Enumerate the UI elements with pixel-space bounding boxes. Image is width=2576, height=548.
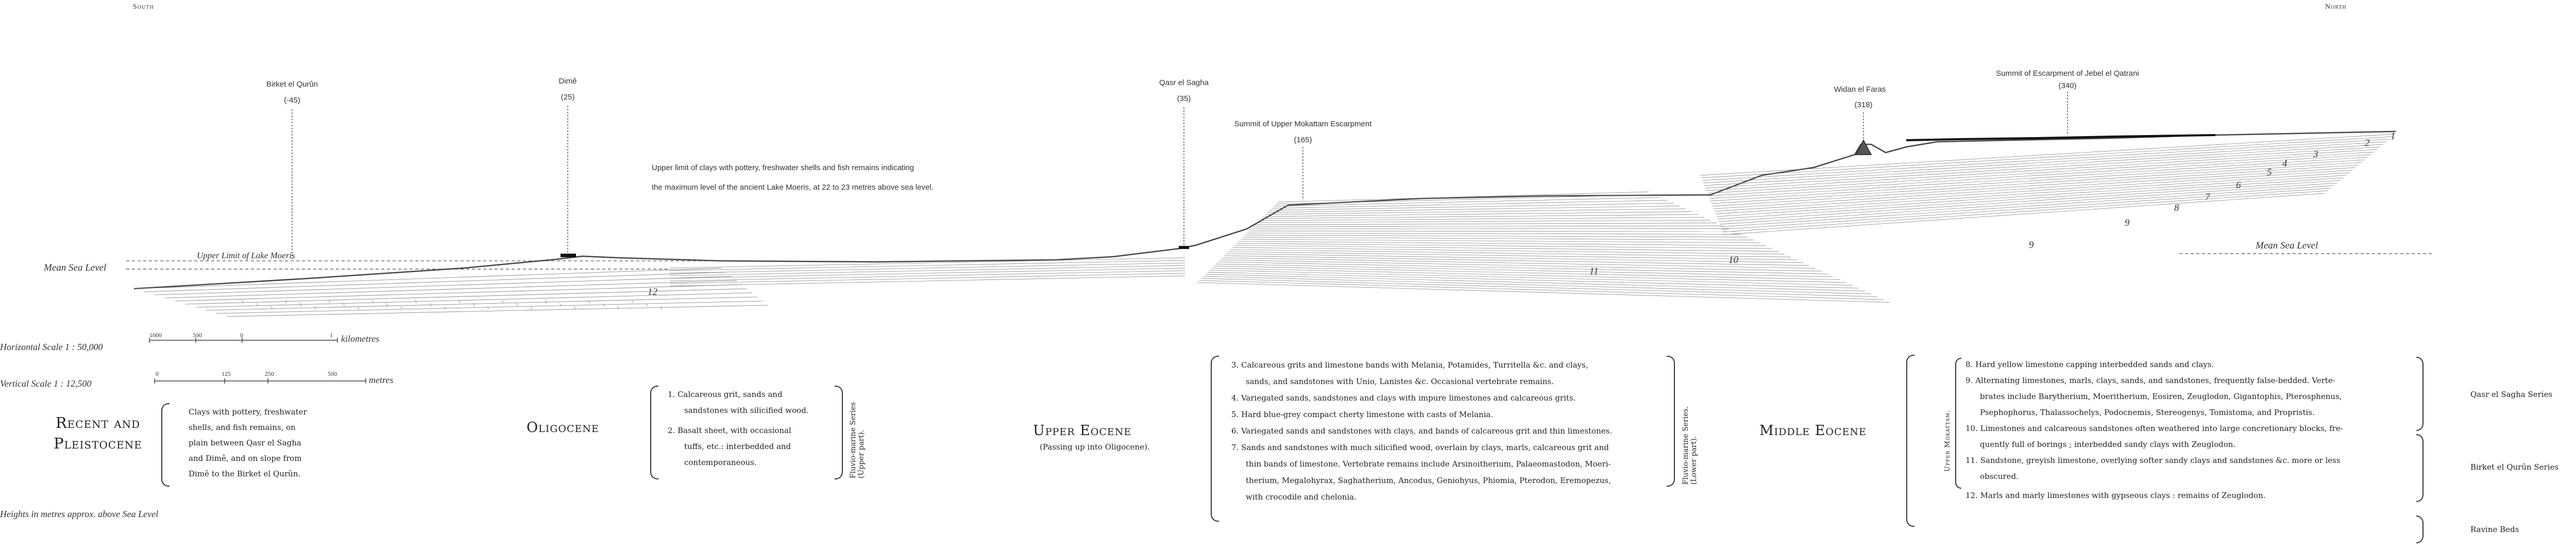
- bedding-line: [1720, 183, 2337, 224]
- legend-oligocene-item-1: [668, 387, 809, 419]
- bedding-line: [1276, 195, 1655, 205]
- bed-number-12: 12: [648, 287, 657, 297]
- legend-middle-eocene-line: 8. Hard yellow limestone capping interbedded sands and clays.: [1965, 360, 2214, 369]
- bedding-line: [216, 301, 762, 313]
- vertical-scale-tick-500: 500: [328, 370, 337, 377]
- locality-widan-el-faras-height: (318): [1854, 101, 1873, 109]
- locality-dime-height: (25): [561, 93, 575, 102]
- legend-upper-eocene-text: [1231, 357, 1612, 505]
- bedding-line: [473, 303, 474, 306]
- legend-upper-eocene-line: with crocodile and chelonia.: [1246, 492, 1357, 502]
- bedding-line: [1722, 188, 2331, 229]
- bedding-line: [516, 303, 518, 306]
- bed-number-9a: 9: [2125, 218, 2130, 228]
- horizontal-scale-label: Horizontal Scale 1 : 50,000: [0, 342, 103, 352]
- legend-series-birket-el-qurun: Birket el Qurûn Series: [2470, 462, 2559, 472]
- bedding-line: [1253, 226, 1723, 227]
- bedding-line: [1201, 278, 1877, 297]
- legend-recent-title-line1: Recent and: [55, 414, 141, 431]
- locality-dime: Dimê: [558, 77, 577, 86]
- legend-upper-eocene-brace-right: [1667, 356, 1675, 487]
- bedding-line: [670, 276, 1185, 286]
- bedding-line: [144, 272, 726, 292]
- bedding-line: [1723, 191, 2328, 232]
- legend-upper-mokattam-label: Upper Mokattam.: [1944, 409, 1952, 472]
- bedding-line: [1257, 220, 1710, 223]
- legend-oligocene-series-line2: (Upper part).: [857, 429, 866, 478]
- bedding-line: [670, 273, 1185, 284]
- bedding-line: [487, 306, 489, 309]
- bedding-line: [134, 268, 721, 289]
- legend-middle-eocene-line: 12. Marls and marly limestones with gypseous clays : remains of Zeuglodon.: [1965, 491, 2266, 500]
- bedding-line: [1228, 252, 1797, 260]
- legend-oligocene-line: contemporaneous.: [684, 458, 757, 467]
- legend-oligocene-line: 2. Basalt sheet, with occasional: [668, 426, 791, 435]
- bedding-line: [1274, 197, 1661, 206]
- legend-series-qasr-el-sagha: Qasr el Sagha Series: [2470, 390, 2553, 399]
- bedding-line: [545, 300, 547, 303]
- bedding-line: [1206, 274, 1865, 291]
- legend-upper-eocene-line: 7. Sands and sandstones with much silicified wood, overlain by clays, marls, calcareous grit and: [1231, 443, 1609, 452]
- legend-ravine-beds-brace: [2416, 516, 2424, 543]
- legend-recent-brace: [161, 403, 170, 487]
- bed-number-9b: 9: [2029, 240, 2034, 251]
- legend-recent-line: plain between Qasr el Sagha: [189, 438, 301, 447]
- legend-oligocene-series: [849, 388, 866, 478]
- horizontal-scale-tick-500: 500: [193, 331, 202, 339]
- bedding-line: [1263, 212, 1692, 217]
- bedding-line: [1278, 192, 1649, 202]
- locality-upper-mokattam-summit: Summit of Upper Mokattam Escarpment: [1234, 120, 1372, 128]
- strata-profile: [134, 131, 2396, 317]
- legend-oligocene-brace-right: [835, 386, 843, 479]
- bedding-line: [588, 300, 590, 303]
- bed-number-2: 2: [2365, 138, 2370, 148]
- legend-upper-mokattam-brace: [1955, 358, 1961, 489]
- bed-number-8: 8: [2174, 203, 2179, 213]
- bedding-line: [617, 306, 619, 309]
- legend-middle-eocene-brace-left: [1906, 355, 1914, 527]
- legend-upper-eocene-brace-left: [1211, 356, 1219, 522]
- legend-recent-title-line2: Pleistocene: [54, 435, 142, 452]
- locality-jebel-el-qatrani: Summit of Escarpment of Jebel el Qatrani: [1996, 69, 2139, 78]
- legend-recent-line: Dimê to the Birket el Qurûn.: [189, 469, 301, 478]
- bedding-line: [1719, 180, 2340, 222]
- locality-qasr-el-sagha-height: (35): [1177, 94, 1191, 103]
- legend-middle-eocene-line: obscured.: [1980, 472, 2019, 481]
- legend-upper-eocene-title: Upper Eocene: [1033, 423, 1132, 439]
- bed-number-1: 1: [2391, 131, 2396, 142]
- legend-oligocene-line: 1. Calcareous grit, sands and: [668, 390, 783, 399]
- legend-upper-eocene-series: [1682, 361, 1698, 485]
- legend-upper-eocene-series-line2: (Lower part).: [1690, 436, 1698, 485]
- legend-middle-eocene-line: 10. Limestones and calcareous sandstones often weathered into large concretionary blocks, fre-: [1965, 424, 2343, 433]
- vertical-scale-unit: metres: [369, 375, 394, 385]
- bedding-line: [670, 265, 1185, 276]
- legend-upper-eocene-line: thin bands of limestone. Vertebrate remains include Arsinoitherium, Palaeomastodon, Moeri-: [1246, 459, 1611, 469]
- bedding-line: [1243, 237, 1754, 240]
- legend-upper-eocene-line: 3. Calcareous grits and limestone bands with Melania, Potamides, Turritella &c. and clays,: [1231, 360, 1588, 370]
- locality-qasr-el-sagha: Qasr el Sagha: [1159, 78, 1209, 87]
- legend-upper-eocene-line: 6. Variegated sands and sandstones with clays, and bands of calcareous grit and thin limestones.: [1231, 426, 1613, 436]
- bedding-line: [1226, 254, 1803, 263]
- legend-middle-eocene-line: brates include Barytherium, Moeritherium, Eosiren, Zeuglodon, Gigantophis, Pterosphenus,: [1980, 392, 2342, 401]
- legend-middle-eocene-line: 11. Sandstone, greyish limestone, overlying softer sandy clays and sandstones &c. more or less: [1965, 456, 2341, 465]
- legend-upper-eocene-series-line1: Fluvio-marine Series.: [1682, 406, 1690, 485]
- bedding-line: [1224, 256, 1809, 265]
- legend-oligocene-series-line1: Fluvio-marine Series: [849, 402, 857, 478]
- bedding-line: [329, 300, 330, 303]
- mean-sea-level-right: Mean Sea Level: [2256, 240, 2318, 251]
- legend-oligocene-brace-left: [650, 386, 658, 479]
- bedding-line: [1197, 283, 1890, 303]
- legend-upper-eocene-line: therium, Megalohyrax, Saghatherium, Ancodus, Geniohyus, Phiomia, Pterodon, Eremopezus,: [1246, 476, 1611, 485]
- bed-number-11: 11: [1589, 266, 1599, 277]
- bed-number-4: 4: [2282, 158, 2287, 169]
- locality-widan-el-faras: Widan el Faras: [1834, 85, 1886, 94]
- vertical-scale-tick-125: 125: [222, 370, 231, 377]
- horizontal-scale-tick-1: 1: [330, 331, 333, 339]
- legend-recent-line: shells, and fish remains, on: [189, 423, 296, 432]
- lake-moeris-line-label: Upper Limit of Lake Moeris: [197, 251, 295, 260]
- bedding-line: [1236, 243, 1772, 248]
- locality-jebel-el-qatrani-height: (340): [2058, 81, 2077, 90]
- bedding-line: [1239, 241, 1766, 246]
- bedding-line: [1721, 186, 2334, 227]
- bed-number-7: 7: [2205, 192, 2210, 203]
- bedding-line: [502, 300, 503, 303]
- legend-birket-el-qurun-brace: [2416, 434, 2424, 502]
- locality-birket-el-qurun: Birket el Qurûn: [266, 80, 318, 89]
- locality-birket-el-qurun-height: (-45): [284, 96, 300, 105]
- legend-middle-eocene-line: Psephophorus, Thalassochelys, Podocnemis, Stereogenys, Tomistoma, and Propristis.: [1980, 408, 2315, 417]
- bedding-line: [574, 306, 575, 309]
- heights-note: Heights in metres approx. above Sea Level: [0, 509, 159, 519]
- mean-sea-level-left: Mean Sea Level: [44, 262, 107, 273]
- bedding-line: [670, 263, 1185, 273]
- bedding-line: [632, 300, 633, 303]
- legend-recent-title: [39, 412, 157, 454]
- legend-series-ravine-beds: Ravine Beds: [2470, 525, 2519, 534]
- vertical-scale-label: Vertical Scale 1 : 12,500: [0, 378, 92, 389]
- bed-number-10: 10: [1728, 255, 1738, 265]
- locality-upper-mokattam-height: (165): [1294, 136, 1312, 144]
- bedding-line: [670, 268, 1185, 278]
- bedding-line: [670, 258, 1185, 268]
- legend-recent-line: and Dimê, and on slope from: [189, 454, 302, 463]
- bedding-line: [670, 271, 1185, 281]
- bedding-line: [1724, 193, 2325, 235]
- legend-qasr-el-sagha-brace: [2416, 357, 2424, 431]
- legend-upper-eocene-subtitle: (Passing up into Oligocene).: [1040, 442, 1150, 452]
- bedding-line: [1222, 258, 1816, 269]
- horizontal-scale-tick-0: 0: [240, 331, 243, 339]
- upper-limit-note-line2: the maximum level of the ancient Lake Moeris, at 22 to 23 metres above sea level.: [652, 183, 934, 192]
- north-label: North: [2325, 3, 2347, 11]
- south-label: South: [133, 3, 154, 11]
- bedding-line: [155, 276, 732, 295]
- bedding-line: [444, 306, 446, 309]
- bed-number-6: 6: [2236, 180, 2241, 191]
- horizontal-scale-unit: kilometres: [341, 334, 380, 344]
- bedding-line: [401, 306, 402, 309]
- bedding-line: [1255, 223, 1717, 225]
- legend-oligocene-line: sandstones with silicified wood.: [684, 406, 809, 415]
- bedding-line: [1247, 233, 1741, 235]
- bedding-line: [660, 306, 662, 309]
- legend-recent-text: [189, 404, 307, 481]
- bedding-line: [531, 306, 532, 309]
- legend-upper-eocene-line: 5. Hard blue-grey compact cherty limestone with casts of Melania.: [1231, 410, 1494, 419]
- legend-middle-eocene-line: quently full of borings ; interbedded sandy clays with Zeuglodon.: [1980, 440, 2236, 449]
- legend-oligocene-item-2: [668, 423, 809, 471]
- bed-number-5: 5: [2267, 167, 2272, 178]
- legend-oligocene-text: [668, 387, 809, 471]
- bedding-line: [1204, 276, 1871, 294]
- legend-oligocene-line: tuffs, etc.: interbedded and: [684, 442, 791, 451]
- legend-middle-eocene-title: Middle Eocene: [1759, 423, 1867, 439]
- horizontal-scale-tick-1000: 1000: [149, 331, 162, 339]
- vertical-scale-tick-250: 250: [265, 370, 274, 377]
- legend-middle-eocene-text: [1965, 357, 2343, 504]
- bedding-line: [1245, 235, 1748, 237]
- vertical-scale-tick-0: 0: [156, 370, 159, 377]
- bedding-line: [1199, 280, 1884, 300]
- legend-recent-line: Clays with pottery, freshwater: [189, 407, 307, 417]
- bed-number-3: 3: [2313, 149, 2318, 160]
- legend-oligocene-title: Oligocene: [527, 420, 599, 436]
- bedding-line: [206, 297, 757, 310]
- upper-limit-note-line1: Upper limit of clays with pottery, freshwater shells and fish remains indicating: [652, 163, 914, 172]
- legend-upper-eocene-line: 4. Variegated sands, sandstones and clays with impure limestones and calcareous grits.: [1231, 393, 1576, 403]
- legend-upper-eocene-line: sands, and sandstones with Unio, Lanistes &c. Occasional vertebrate remains.: [1246, 377, 1554, 386]
- legend-middle-eocene-line: 9. Alternating limestones, marls, clays, sands, and sandstones, frequently false-bedded. Verte-: [1965, 376, 2335, 385]
